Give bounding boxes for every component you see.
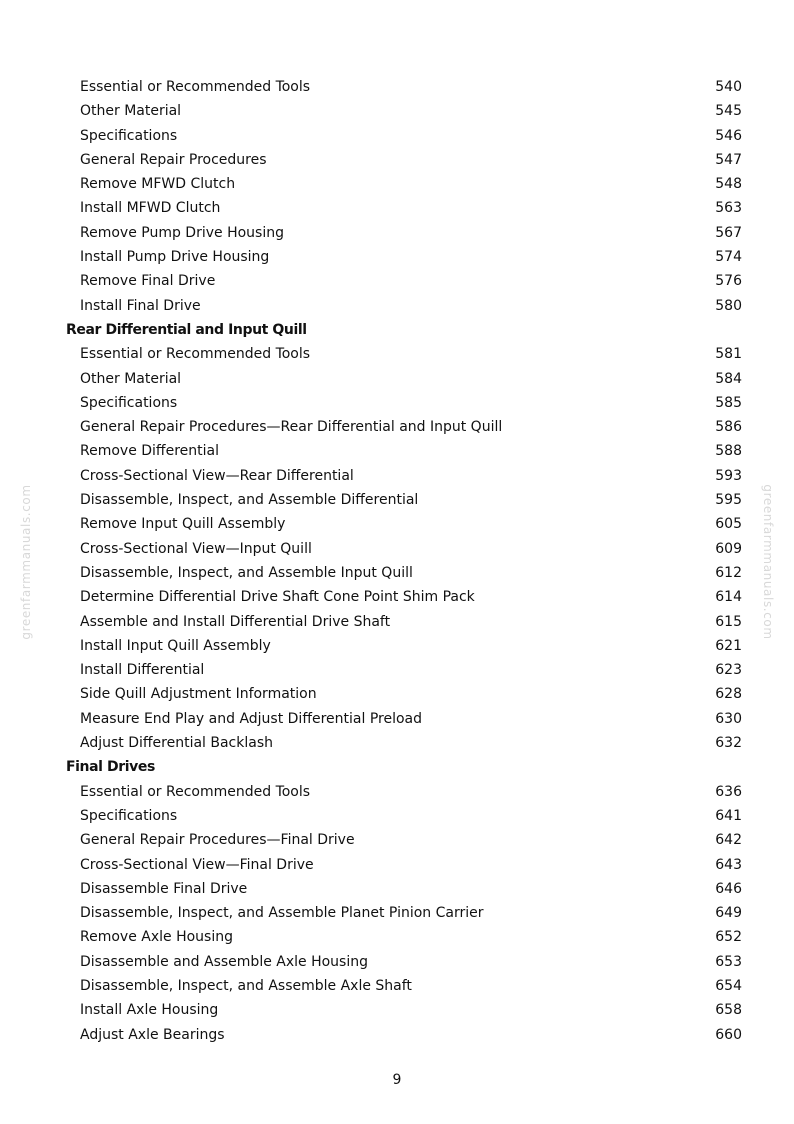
toc-entry-title: Install Axle Housing <box>80 1002 219 1019</box>
toc-entry-title: Essential or Recommended Tools <box>80 346 311 363</box>
toc-heading-title: Final Drives <box>66 759 155 776</box>
toc-entry[interactable] <box>0 707 794 731</box>
toc-entry-title: Disassemble, Inspect, and Assemble Axle Shaft <box>80 977 412 994</box>
toc-entry-page-number: 612 <box>715 564 742 581</box>
toc-entry[interactable] <box>0 245 794 269</box>
page-number: 9 <box>392 1072 402 1088</box>
toc-entry-title: Assemble and Install Differential Drive Shaft <box>80 613 391 630</box>
table-of-contents <box>0 75 794 1047</box>
toc-entry-page-number: 540 <box>715 79 742 95</box>
toc-entry-page-number: 547 <box>715 151 742 168</box>
toc-entry-page-number: 586 <box>715 419 742 436</box>
toc-entry-page-number: 580 <box>715 297 742 314</box>
toc-entry-page-number: 609 <box>715 540 742 557</box>
toc-entry[interactable] <box>0 877 794 901</box>
toc-entry[interactable] <box>0 439 794 463</box>
toc-entry-title: Install Final Drive <box>80 297 201 314</box>
toc-entry-title: Other Material <box>80 103 182 120</box>
toc-entry-title: Adjust Differential Backlash <box>80 735 273 752</box>
toc-entry-page-number: 614 <box>715 589 742 606</box>
toc-entry[interactable] <box>0 780 794 804</box>
toc-entry-page-number: 567 <box>715 224 742 241</box>
toc-entry-page-number: 546 <box>715 127 742 144</box>
toc-entry[interactable] <box>0 464 794 488</box>
toc-heading-title: Rear Differential and Input Quill <box>66 321 307 338</box>
toc-entry-page-number: 646 <box>715 880 742 897</box>
toc-entry[interactable] <box>0 853 794 877</box>
toc-entry-title: Install Pump Drive Housing <box>80 249 270 266</box>
toc-entry-title: Measure End Play and Adjust Differential Preload <box>80 710 422 727</box>
toc-entry-page-number: 643 <box>715 856 742 873</box>
toc-entry[interactable] <box>0 537 794 561</box>
toc-entry[interactable] <box>0 269 794 293</box>
toc-entry[interactable] <box>0 196 794 220</box>
toc-entry-title: Adjust Axle Bearings <box>80 1026 225 1043</box>
toc-entry-page-number: 621 <box>715 637 742 654</box>
toc-entry[interactable] <box>0 925 794 949</box>
toc-entry[interactable] <box>0 342 794 366</box>
toc-entry-page-number: 595 <box>715 492 742 509</box>
toc-entry-title: General Repair Procedures—Final Drive <box>80 832 355 849</box>
toc-entry-title: Cross-Sectional View—Final Drive <box>80 856 314 873</box>
toc-entry[interactable] <box>0 585 794 609</box>
toc-entry-page-number: 636 <box>715 783 742 800</box>
toc-entry-page-number: 649 <box>715 905 742 922</box>
toc-entry-page-number: 654 <box>715 977 742 994</box>
toc-entry-title: Install Input Quill Assembly <box>80 637 271 654</box>
toc-entry[interactable] <box>0 415 794 439</box>
toc-entry-page-number: 588 <box>715 443 742 460</box>
toc-entry-title: Other Material <box>80 370 182 387</box>
toc-entry-page-number: 628 <box>715 686 742 703</box>
toc-entry-title: Essential or Recommended Tools <box>80 783 311 800</box>
toc-entry[interactable] <box>0 974 794 998</box>
toc-entry[interactable] <box>0 610 794 634</box>
toc-entry-title: Remove Differential <box>80 443 219 460</box>
toc-entry-page-number: 615 <box>715 613 742 630</box>
toc-entry-page-number: 642 <box>715 832 742 849</box>
toc-entry-title: Disassemble, Inspect, and Assemble Planet Pinion Carrier <box>80 905 484 922</box>
toc-entry-title: Disassemble, Inspect, and Assemble Differential <box>80 492 419 509</box>
watermark-right: greenfarmmanuals.com <box>761 484 775 640</box>
toc-entry-page-number: 660 <box>715 1026 742 1043</box>
toc-entry[interactable] <box>0 391 794 415</box>
toc-entry-title: Remove Axle Housing <box>80 929 233 946</box>
toc-entry[interactable] <box>0 1023 794 1047</box>
toc-entry[interactable] <box>0 367 794 391</box>
watermark-left: greenfarmmanuals.com <box>19 484 33 640</box>
toc-entry-title: Specifications <box>80 807 178 824</box>
toc-entry[interactable] <box>0 658 794 682</box>
toc-entry-title: Remove Pump Drive Housing <box>80 224 284 241</box>
toc-section-heading[interactable] <box>0 318 794 342</box>
toc-entry-title: Cross-Sectional View—Input Quill <box>80 540 312 557</box>
toc-entry-title: General Repair Procedures <box>80 151 267 168</box>
toc-entry-title: Essential or Recommended Tools <box>80 79 311 95</box>
toc-entry-page-number: 641 <box>715 807 742 824</box>
toc-entry-title: Cross-Sectional View—Rear Differential <box>80 467 354 484</box>
toc-entry[interactable] <box>0 488 794 512</box>
toc-entry[interactable] <box>0 124 794 148</box>
toc-entry-title: Specifications <box>80 394 178 411</box>
toc-entry-title: Remove MFWD Clutch <box>80 176 236 193</box>
toc-entry-title: Disassemble, Inspect, and Assemble Input Quill <box>80 564 413 581</box>
toc-entry-page-number: 545 <box>715 103 742 120</box>
toc-entry-page-number: 653 <box>715 953 742 970</box>
toc-entry-title: Install Differential <box>80 662 205 679</box>
toc-entry[interactable] <box>0 512 794 536</box>
toc-entry[interactable] <box>0 148 794 172</box>
toc-entry-title: Disassemble and Assemble Axle Housing <box>80 953 368 970</box>
toc-entry-page-number: 623 <box>715 662 742 679</box>
toc-entry[interactable] <box>0 221 794 245</box>
toc-entry[interactable] <box>0 998 794 1022</box>
toc-entry-title: Install MFWD Clutch <box>80 200 221 217</box>
toc-entry-page-number: 548 <box>715 176 742 193</box>
toc-entry[interactable] <box>0 682 794 706</box>
toc-entry-title: General Repair Procedures—Rear Differential and Input Quill <box>80 419 503 436</box>
toc-entry[interactable] <box>0 828 794 852</box>
toc-entry-title: Side Quill Adjustment Information <box>80 686 317 703</box>
toc-entry[interactable] <box>0 950 794 974</box>
toc-entry-page-number: 630 <box>715 710 742 727</box>
toc-entry[interactable] <box>0 99 794 123</box>
toc-entry-title: Specifications <box>80 127 178 144</box>
toc-entry[interactable] <box>0 731 794 755</box>
toc-entry[interactable] <box>0 294 794 318</box>
toc-entry-page-number: 574 <box>715 249 742 266</box>
toc-entry-title: Determine Differential Drive Shaft Cone Point Shim Pack <box>80 589 475 606</box>
toc-entry-page-number: 576 <box>715 273 742 290</box>
toc-entry-page-number: 652 <box>715 929 742 946</box>
toc-entry-page-number: 585 <box>715 394 742 411</box>
toc-section-heading[interactable] <box>0 755 794 779</box>
toc-entry[interactable] <box>0 75 794 99</box>
toc-entry-page-number: 581 <box>715 346 742 363</box>
toc-entry[interactable] <box>0 901 794 925</box>
toc-entry-page-number: 563 <box>715 200 742 217</box>
toc-entry-title: Remove Final Drive <box>80 273 216 290</box>
toc-entry[interactable] <box>0 561 794 585</box>
toc-entry-page-number: 593 <box>715 467 742 484</box>
toc-entry[interactable] <box>0 804 794 828</box>
toc-entry-page-number: 605 <box>715 516 742 533</box>
toc-entry-title: Remove Input Quill Assembly <box>80 516 286 533</box>
toc-entry-page-number: 584 <box>715 370 742 387</box>
toc-entry-title: Disassemble Final Drive <box>80 880 248 897</box>
toc-entry[interactable] <box>0 634 794 658</box>
toc-entry[interactable] <box>0 172 794 196</box>
toc-entry-page-number: 658 <box>715 1002 742 1019</box>
toc-entry-page-number: 632 <box>715 735 742 752</box>
